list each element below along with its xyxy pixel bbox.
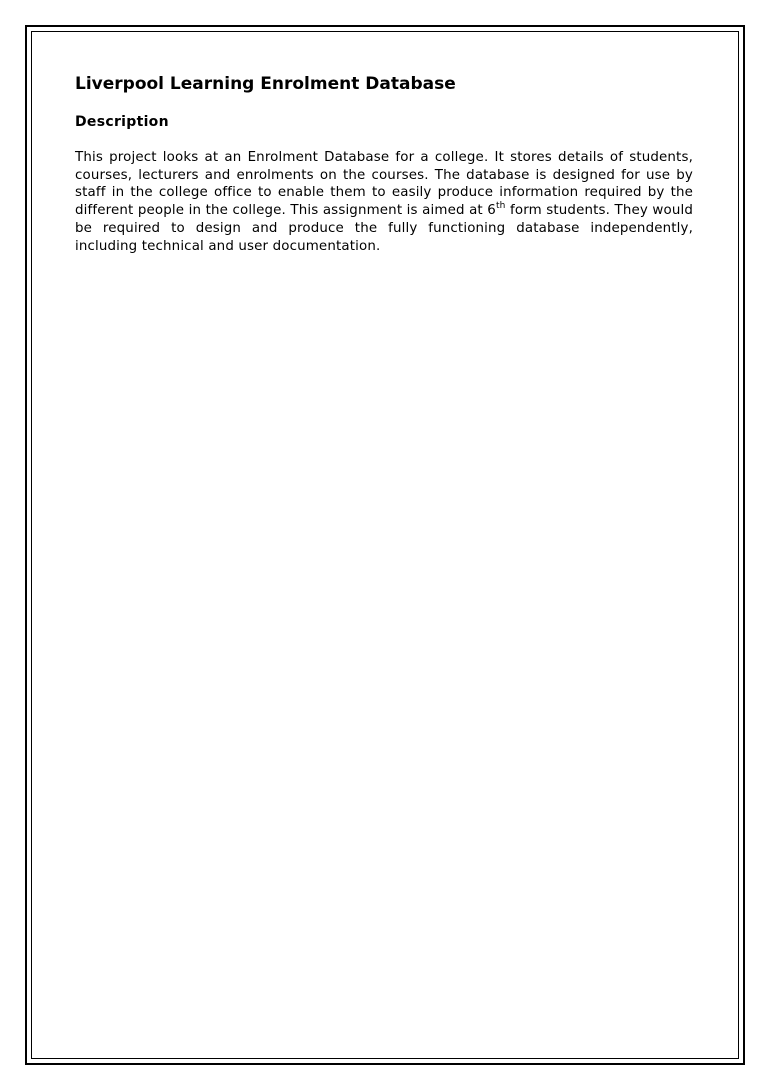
paragraph-text-part1: This project looks at an Enrolment Database for a college. It stores details of students, courses, lecturers and enrolments on the courses. The database is designed for use by staff in the college office to enable them to easily produce information required by the different people in the college. This assignment is aimed at 6 bbox=[75, 150, 693, 219]
paragraph-text-part2: form students. They would be required to design and produce the fully functioning database independently, including technical and user documentation. bbox=[75, 203, 694, 254]
document-title: Liverpool Learning Enrolment Database bbox=[75, 74, 456, 94]
section-heading-description: Description bbox=[75, 114, 169, 130]
description-paragraph bbox=[75, 149, 693, 255]
ordinal-superscript: th bbox=[495, 200, 506, 211]
